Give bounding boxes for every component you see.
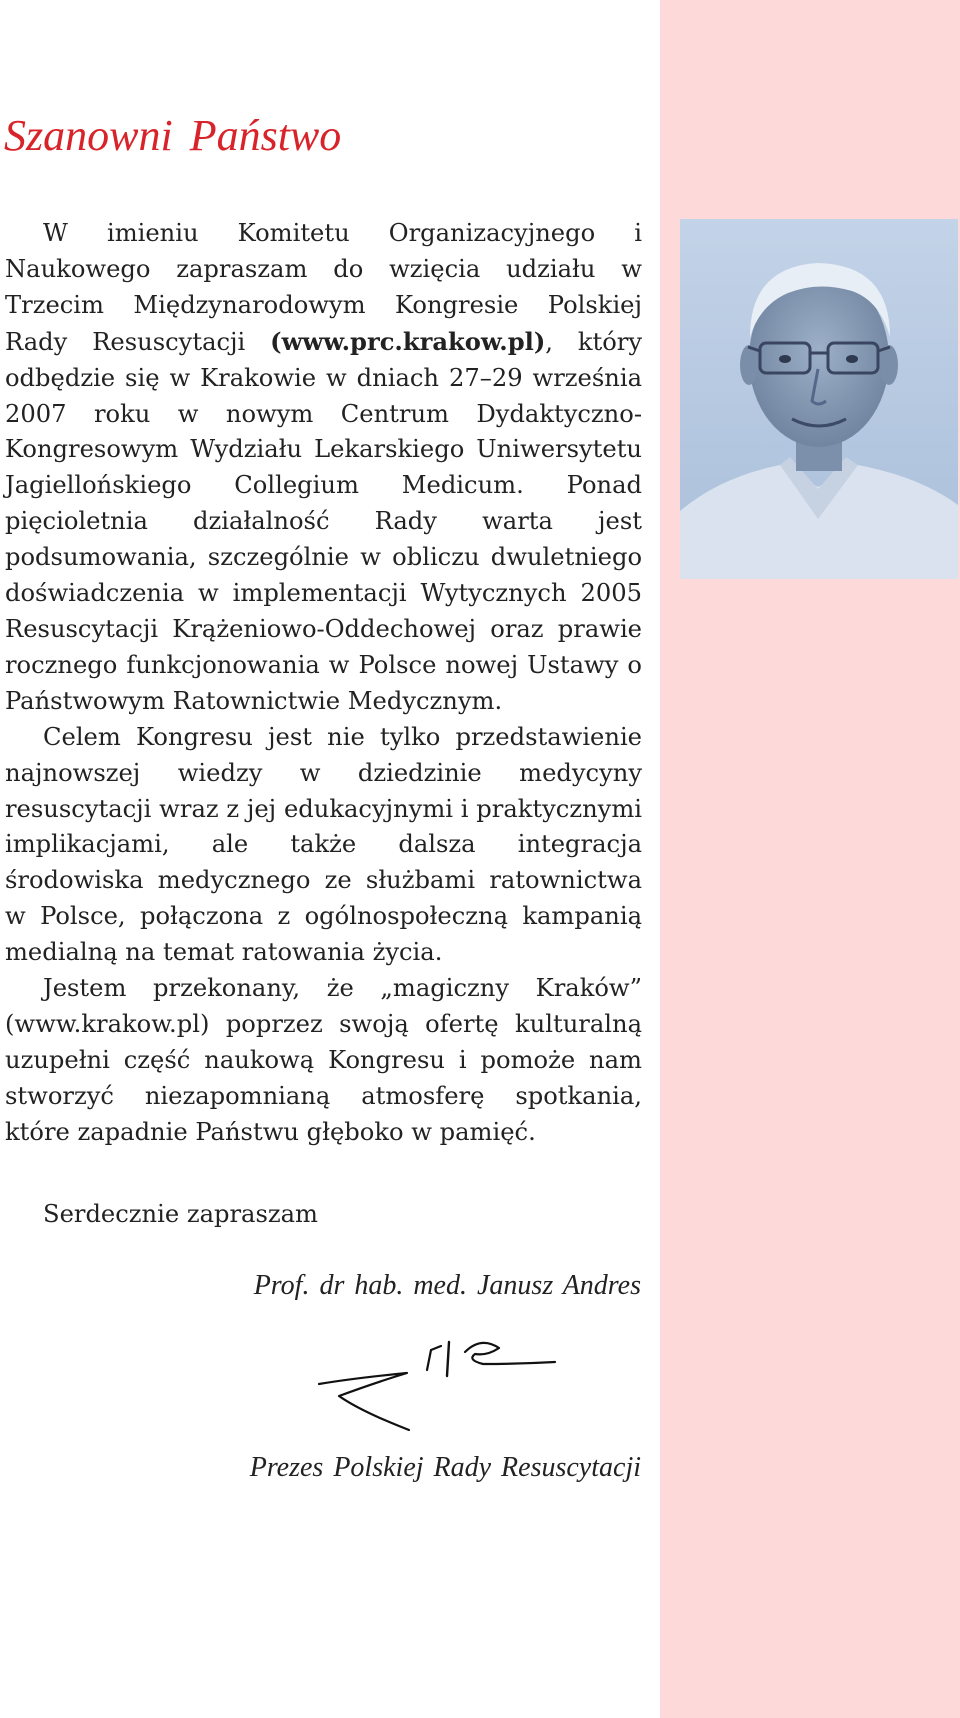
congress-website-link: (www.prc.krakow.pl) xyxy=(270,326,546,356)
page-title: Szanowni Państwo xyxy=(4,111,342,160)
closing-salutation: Serdecznie zapraszam xyxy=(43,1200,318,1228)
paragraph-1-text-start: W imieniu Komitetu Organizacyjnego i Naukowego zapraszam do wzięcia udziału w Trzecim Międzynarodowym Kongresie Polskiej Rady Resuscytacji xyxy=(5,219,642,356)
letter-body xyxy=(5,216,642,1151)
letter-paragraph-1 xyxy=(5,216,642,720)
letter-paragraph-3: Jestem przekonany, że „magiczny Kraków” (www.krakow.pl) poprzez swoją ofertę kulturalną uzupełni część naukową Kongresu i pomoże nam stworzyć niezapomnianą atmosferę spotkania, które zapadnie Państwu głęboko w pamięć. xyxy=(5,974,642,1146)
portrait-photo xyxy=(680,219,958,579)
paragraph-1-text-end: , który odbędzie się w Krakowie w dniach 27–29 września 2007 roku w nowym Centrum Dydaktyczno-Kongresowym Wydziału Lekarskiego Uniwersytetu Jagiellońskiego Collegium Medicum. Ponad pięcioletnia działalność Rady warta jest podsumowania, szczególnie w obliczu dwuletniego doświadczenia w implementacji Wytycznych 2005 Resuscytacji Krążeniowo-Oddechowej oraz prawie rocznego funkcjonowania w Polsce nowej Ustawy o Państwowym Ratownictwie Medycznym. xyxy=(5,327,642,715)
handwritten-signature xyxy=(315,1322,560,1434)
letter-paragraph-2: Celem Kongresu jest nie tylko przedstawienie najnowszej wiedzy w dziedzinie medycyny resuscytacji wraz z jej edukacyjnymi i praktycznymi implikacjami, ale także dalsza integracja środowiska medycznego ze służbami ratownictwa w Polsce, połączona z ogólnospołeczną kampanią medialną na temat ratowania życia. xyxy=(5,722,642,967)
signer-position: Prezes Polskiej Rady Resuscytacji xyxy=(249,1452,641,1483)
signer-name: Prof. dr hab. med. Janusz Andres xyxy=(253,1270,641,1301)
